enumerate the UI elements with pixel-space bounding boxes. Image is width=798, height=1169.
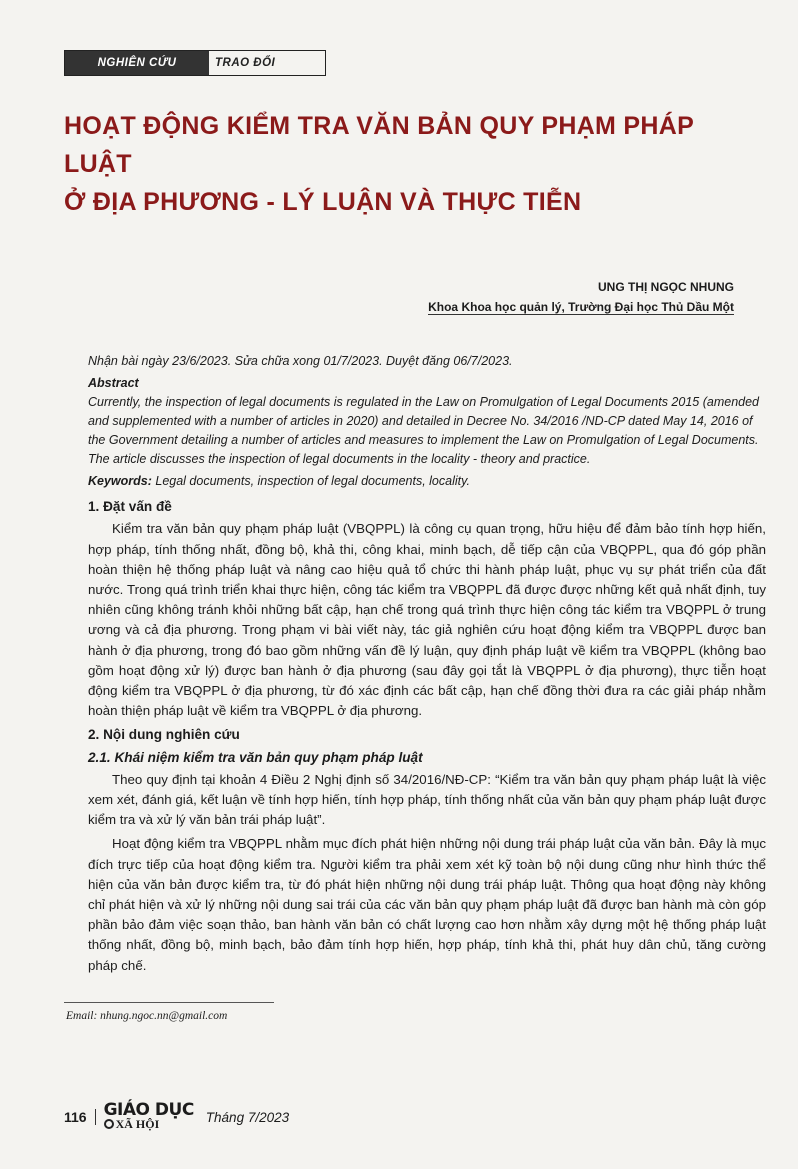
journal-name-top: GIÁO DỤC (103, 1100, 194, 1120)
author-email: Email: nhung.ngoc.nn@gmail.com (66, 1010, 228, 1022)
section-tag-primary: NGHIÊN CỨU (65, 51, 209, 75)
section-tag-secondary: TRAO ĐỔI (215, 57, 276, 69)
section-2-heading: 2. Nội dung nghiên cứu (88, 727, 240, 743)
keywords-label: Keywords: (88, 474, 152, 489)
page-footer (64, 1097, 289, 1137)
keywords-text: Legal documents, inspection of legal documents, locality. (151, 474, 470, 489)
section-2-1-heading: 2.1. Khái niệm kiểm tra văn bản quy phạm pháp luật (88, 749, 423, 765)
author-affiliation: Khoa Khoa học quản lý, Trường Đại học Thủ Dầu Một (428, 300, 734, 314)
author-name: UNG THỊ NGỌC NHUNG (598, 280, 734, 294)
abstract-text: Currently, the inspection of legal documents is regulated in the Law on Promulgation of Legal Documents 2015 (amended and supplemented with a number of articles in 2020) and detailed in Decree No. 34/2016 /ND-CP dated May 14, 2016 of the Government detailing a number of articles and measures to implement the Law on Promulgation of Legal Documents. The article discusses the inspection of legal documents in the locality - theory and practice. (88, 395, 760, 467)
article-title (64, 107, 764, 221)
title-line-2: Ở ĐỊA PHƯƠNG - LÝ LUẬN VÀ THỰC TIỄN (64, 188, 582, 216)
journal-name-bottom: XÃ HỘI (115, 1117, 160, 1131)
title-line-1: HOẠT ĐỘNG KIỂM TRA VĂN BẢN QUY PHẠM PHÁP LUẬT (64, 112, 694, 178)
section-1-paragraph: Kiểm tra văn bản quy phạm pháp luật (VBQPPL) là công cụ quan trọng, hữu hiệu để đảm bảo tính hợp hiến, hợp pháp, tính thống nhất, đồng bộ, khả thi, công khai, minh bạch, dễ tiếp cận của VBQPPL, qua đó góp phần hoàn thiện hệ thống pháp luật và nâng cao hiệu quả tổ chức thi hành pháp luật, phục vụ sự phát triển của đất nước. Trong quá trình triển khai thực hiện, công tác kiểm tra VBQPPL đã được được những kết quả nhất định, tuy nhiên cũng không tránh khỏi những bất cập, hạn chế trong quá trình thực hiện công tác kiểm tra VBQPPL ở trung ương và cả địa phương. Trong phạm vi bài viết này, tác giả nghiên cứu hoạt động kiểm tra VBQPPL được ban hành ở địa phương, trong đó bao gồm những vấn đề lý luận, quy định pháp luật về kiểm tra VBQPPL (không bao gồm hoạt động xử lý) được ban hành ở địa phương (sau đây gọi tắt là VBQPPL ở địa phương), thực tiễn hoạt động kiểm tra VBQPPL ở địa phương, từ đó xác định các bất cập, hạn chế đồng thời đưa ra các giải pháp nhằm hoàn thiện pháp luật về kiểm tra VBQPPL ở địa phương. (88, 521, 766, 719)
issue-date: Tháng 7/2023 (205, 1109, 290, 1125)
author-block (428, 277, 734, 317)
footnote-divider (64, 1002, 274, 1003)
page-number: 116 (64, 1109, 96, 1125)
article-body (88, 352, 766, 980)
journal-logo (103, 1100, 194, 1131)
section-2-1-paragraph-1: Theo quy định tại khoản 4 Điều 2 Nghị định số 34/2016/NĐ-CP: “Kiểm tra văn bản quy phạm pháp luật là việc xem xét, đánh giá, kết luận về tính hợp hiến, tính hợp pháp, tính thống nhất của văn bản quy phạm pháp luật được kiểm tra và xử lý văn bản trái pháp luật”. (88, 771, 766, 828)
section-2-1-paragraph-2: Hoạt động kiểm tra VBQPPL nhằm mục đích phát hiện những nội dung trái pháp luật của văn bản. Đây là mục đích trực tiếp của hoạt động kiểm tra. Người kiểm tra phải xem xét kỹ toàn bộ nội dung cũng như hình thức thể hiện của văn bản được kiểm tra, từ đó phát hiện những nội dung trái pháp luật. Thông qua hoạt động này không chỉ phát hiện và xử lý những nội dung sai trái của các văn bản quy phạm pháp luật đã được ban hành mà còn góp phần bảo đảm việc soạn thảo, ban hành văn bản có chất lượng cao hơn nhằm xây dựng một hệ thống pháp luật thống nhất, đồng bộ, minh bạch, bảo đảm tính hợp hiến, hợp pháp, tính khả thi, phát huy dân chủ, tăng cường pháp chế. (88, 836, 766, 973)
section-tag (64, 50, 326, 76)
keywords (88, 472, 766, 491)
journal-mark-icon (104, 1119, 114, 1129)
abstract-heading: Abstract (88, 376, 139, 390)
submission-dates: Nhận bài ngày 23/6/2023. Sửa chữa xong 01/7/2023. Duyệt đăng 06/7/2023. (88, 354, 513, 368)
section-1-heading: 1. Đặt vấn đề (88, 499, 172, 515)
